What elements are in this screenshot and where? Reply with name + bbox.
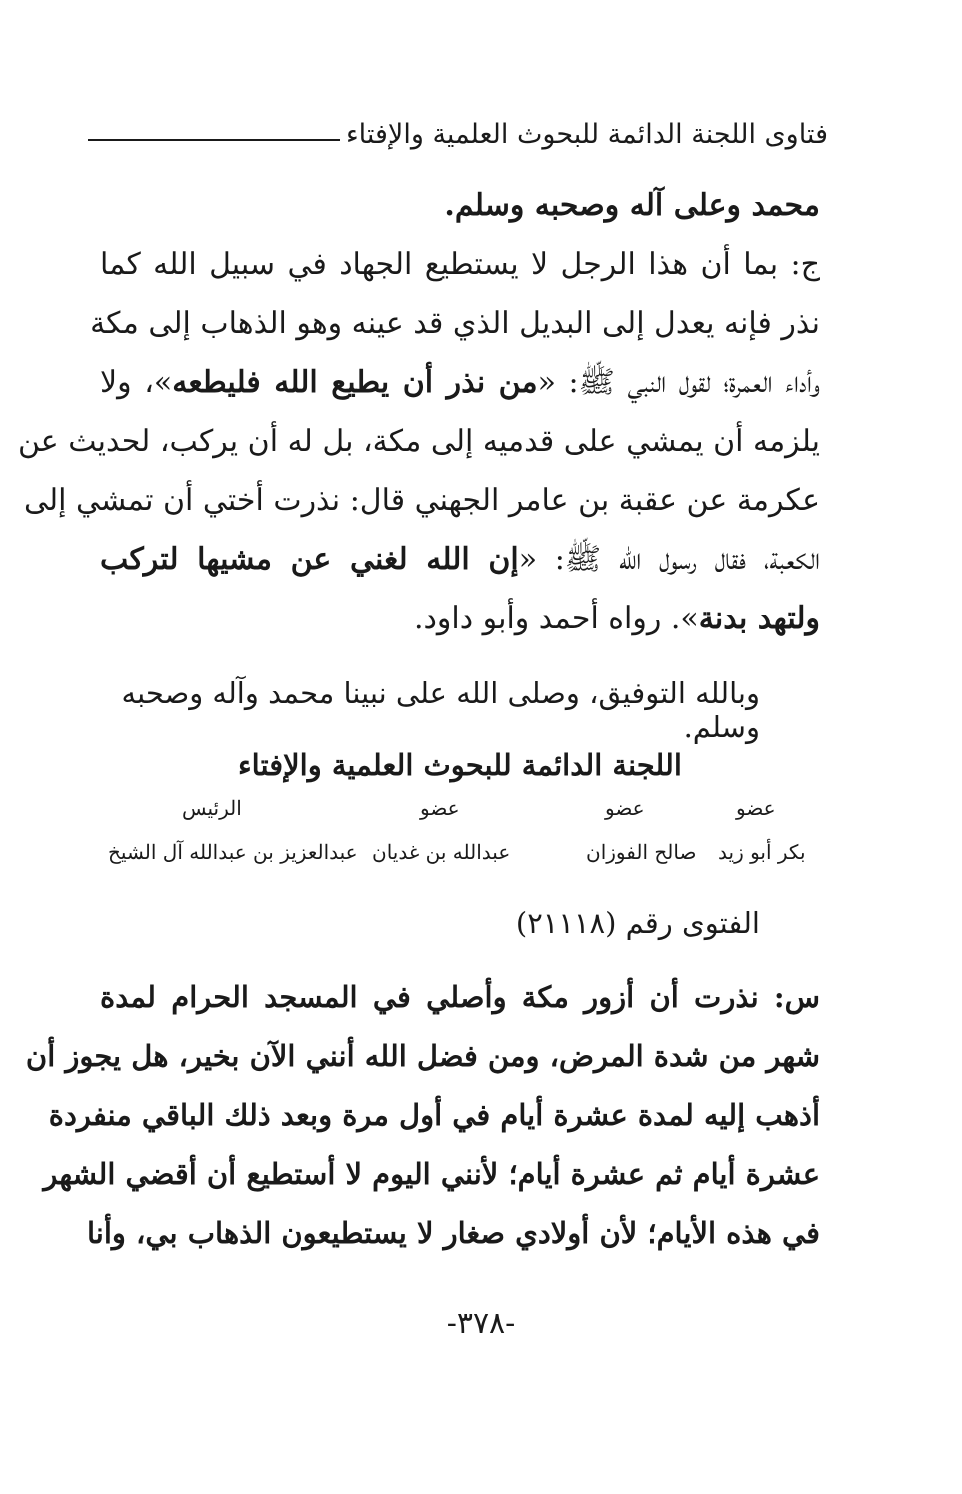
answer-line <box>100 176 820 235</box>
answer-text: عكرمة عن عقبة بن عامر الجهني قال: نذرت أختي أن تمشي إلى <box>23 483 820 518</box>
committee-name: اللجنة الدائمة للبحوث العلمية والإفتاء <box>238 748 682 782</box>
answer-line <box>100 589 820 648</box>
answer-line <box>100 353 820 412</box>
hadith-quote: إن الله لغني عن مشيها لتركب <box>100 542 519 577</box>
question-line: عشرة أيام ثم عشرة أيام؛ لأنني اليوم لا أستطيع أن أقضي الشهر <box>43 1157 820 1191</box>
role-chairman: الرئيس <box>182 796 242 820</box>
page-number: -٣٧٨- <box>446 1306 516 1341</box>
answer-text: »، ولا <box>100 365 173 400</box>
answer-line <box>17 412 820 471</box>
question-line: شهر من شدة المرض، ومن فضل الله أنني الآن بخير، هل يجوز أن <box>25 1039 820 1073</box>
signatory-roles <box>100 796 820 826</box>
role-member-2: عضو <box>605 796 645 820</box>
name-member-2: صالح الفوزان <box>586 840 697 864</box>
answer-text: ». رواه أحمد وأبو داود. <box>413 601 699 636</box>
question-line: س: نذرت أن أزور مكة وأصلي في المسجد الحرام لمدة <box>100 980 820 1014</box>
signatory-names <box>100 840 820 870</box>
answer-text: وأداء العمرة؛ لقول النبي ﷺ: « <box>537 365 820 400</box>
hadith-quote: ولتهد بدنة <box>698 601 820 636</box>
question-paragraph <box>25 968 820 1263</box>
answer-line <box>100 530 820 589</box>
hadith-quote: محمد وعلى آله وصحبه وسلم. <box>444 188 820 223</box>
closing-line: وبالله التوفيق، وصلى الله على نبينا محمد وآله وصحبه وسلم. <box>121 676 760 744</box>
question-line: أذهب إليه لمدة عشرة أيام في أول مرة وبعد ذلك الباقي منفردة <box>48 1098 820 1132</box>
answer-line <box>90 294 820 353</box>
answer-text: الكعبة، فقال رسول الله ﷺ: « <box>518 542 821 577</box>
header-title: فتاوى اللجنة الدائمة للبحوث العلمية والإفتاء <box>345 118 828 150</box>
role-member-3: عضو <box>420 796 460 820</box>
answer-line <box>23 471 820 530</box>
question-line: في هذه الأيام؛ لأن أولادي صغار لا يستطيعون الذهاب بي، وأنا <box>86 1216 820 1250</box>
name-member-3: عبدالله بن غديان <box>372 840 511 864</box>
role-member-1: عضو <box>736 796 776 820</box>
answer-text: ج: بما أن هذا الرجل لا يستطيع الجهاد في سبيل الله كما <box>100 247 820 282</box>
fatwa-number: الفتوى رقم (٢١١١٨) <box>515 906 760 940</box>
answer-text: يلزمه أن يمشي على قدميه إلى مكة، بل له أن يركب، لحديث عن <box>17 424 820 459</box>
header-rule <box>88 139 340 141</box>
answer-line <box>100 235 820 294</box>
name-chairman: عبدالعزيز بن عبدالله آل الشيخ <box>108 840 358 864</box>
running-header <box>88 114 828 154</box>
answer-text: نذر فإنه يعدل إلى البديل الذي قد عينه وهو الذهاب إلى مكة <box>90 306 820 341</box>
hadith-quote: من نذر أن يطيع الله فليطعه <box>172 365 538 400</box>
answer-paragraph <box>17 176 821 648</box>
name-member-1: بكر أبو زيد <box>718 840 806 864</box>
